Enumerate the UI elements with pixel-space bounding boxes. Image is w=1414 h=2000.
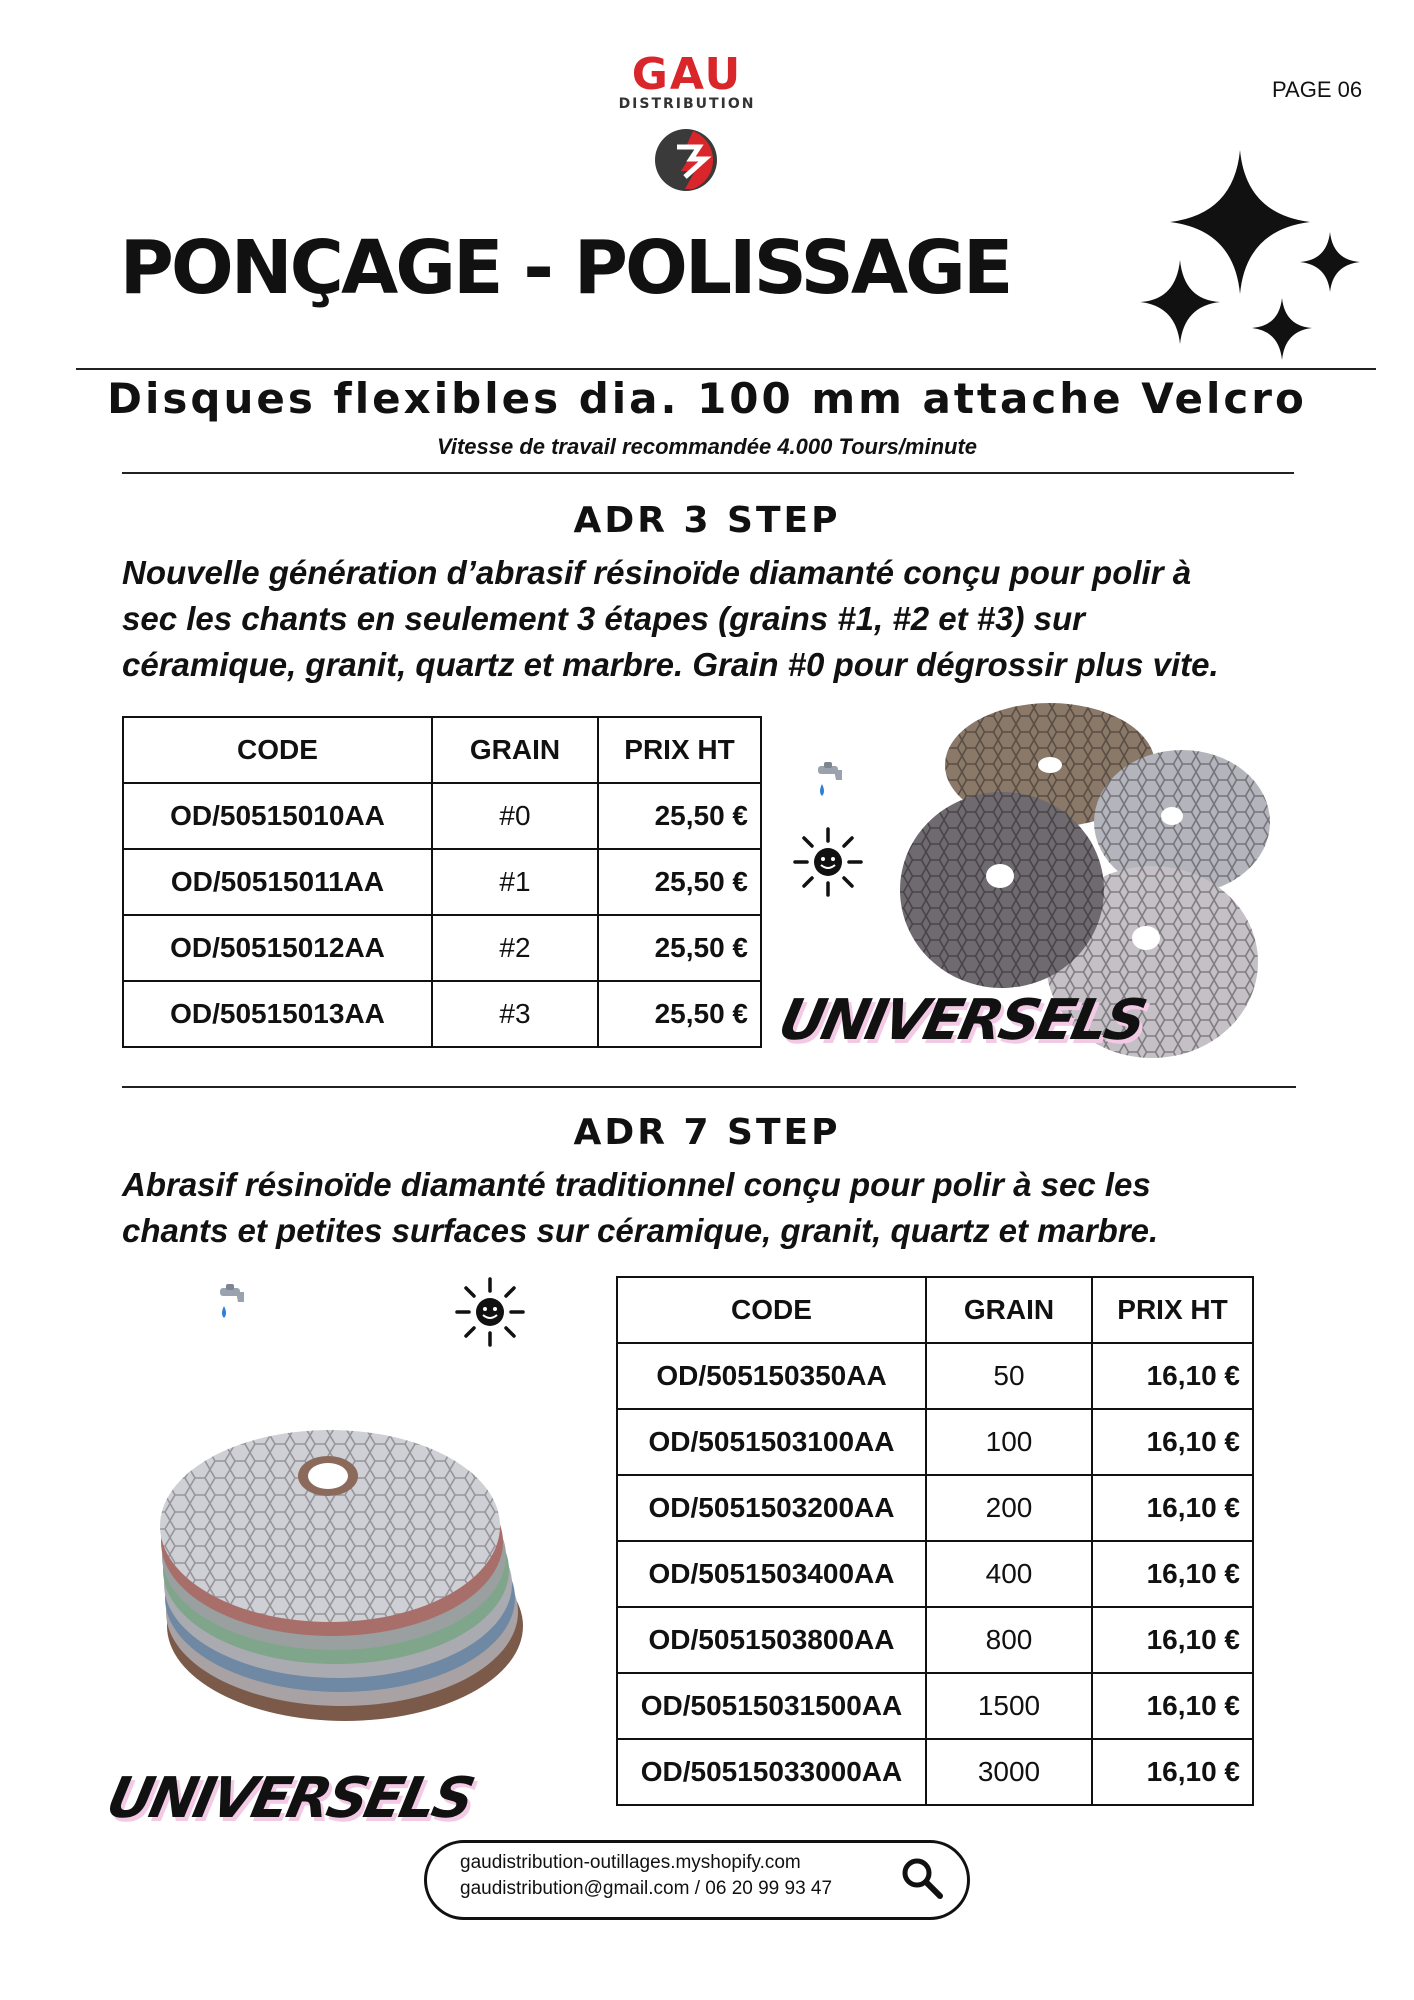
product-grain: 3000 — [926, 1739, 1092, 1805]
adr7-price-table — [616, 1276, 1254, 1806]
adr3-universels-badge: UNIVERSELS — [773, 988, 1150, 1053]
product-grain: #2 — [432, 915, 598, 981]
adr3-description-line: sec les chants en seulement 3 étapes (grains #1, #2 et #3) sur — [122, 600, 1085, 637]
table-row — [617, 1673, 1253, 1739]
product-code: OD/5051503200AA — [617, 1475, 926, 1541]
logo-mark-icon — [655, 127, 721, 193]
product-code: OD/505150350AA — [617, 1343, 926, 1409]
adr3-title: ADR 3 STEP — [573, 500, 841, 541]
logo-sub-text: DISTRIBUTION — [618, 96, 756, 112]
table-row — [617, 1739, 1253, 1805]
adr3-price-table — [122, 716, 762, 1048]
table-row — [123, 849, 761, 915]
product-price: 16,10 € — [1092, 1541, 1253, 1607]
product-price: 16,10 € — [1092, 1607, 1253, 1673]
product-grain: #1 — [432, 849, 598, 915]
column-header-grain: GRAIN — [432, 717, 598, 783]
column-header-price: PRIX HT — [1092, 1277, 1253, 1343]
adr3-description-line: Nouvelle génération d’abrasif résinoïde diamanté conçu pour polir à — [122, 554, 1192, 591]
product-grain: 800 — [926, 1607, 1092, 1673]
section-subtitle: Disques flexibles dia. 100 mm attache Velcro — [107, 374, 1307, 423]
sparkle-icon — [1140, 150, 1380, 370]
product-code: OD/50515012AA — [123, 915, 432, 981]
header-divider — [76, 368, 1376, 370]
adr7-description — [122, 1162, 1322, 1254]
product-price: 25,50 € — [598, 849, 761, 915]
column-header-code: CODE — [617, 1277, 926, 1343]
table-row — [123, 915, 761, 981]
product-code: OD/50515031500AA — [617, 1673, 926, 1739]
product-price: 25,50 € — [598, 981, 761, 1047]
column-header-grain: GRAIN — [926, 1277, 1092, 1343]
adr3-description-line: céramique, granit, quartz et marbre. Grain #0 pour dégrossir plus vite. — [122, 646, 1219, 683]
product-price: 25,50 € — [598, 783, 761, 849]
product-price: 16,10 € — [1092, 1673, 1253, 1739]
product-price: 16,10 € — [1092, 1739, 1253, 1805]
brand-logo — [612, 49, 762, 182]
page-title: PONÇAGE - POLISSAGE — [119, 225, 1011, 311]
footer-website[interactable]: gaudistribution-outillages.myshopify.com — [460, 1852, 801, 1873]
table-row — [123, 783, 761, 849]
product-grain: #0 — [432, 783, 598, 849]
product-grain: #3 — [432, 981, 598, 1047]
table-header-row — [617, 1277, 1253, 1343]
product-price: 16,10 € — [1092, 1475, 1253, 1541]
product-grain: 1500 — [926, 1673, 1092, 1739]
sun-icon — [454, 1276, 526, 1348]
adr7-description-line: chants et petites surfaces sur céramique, granit, quartz et marbre. — [122, 1212, 1159, 1249]
product-code: OD/50515033000AA — [617, 1739, 926, 1805]
table-row — [617, 1409, 1253, 1475]
table-row — [617, 1541, 1253, 1607]
adr7-universels-badge: UNIVERSELS — [101, 1766, 478, 1831]
table-row — [617, 1475, 1253, 1541]
page-number: PAGE 06 — [1272, 77, 1363, 102]
intro-divider — [122, 472, 1294, 474]
product-price: 25,50 € — [598, 915, 761, 981]
column-header-price: PRIX HT — [598, 717, 761, 783]
table-row — [617, 1343, 1253, 1409]
product-code: OD/50515011AA — [123, 849, 432, 915]
product-code: OD/5051503100AA — [617, 1409, 926, 1475]
speed-note: Vitesse de travail recommandée 4.000 Tours/minute — [436, 434, 978, 459]
table-header-row — [123, 717, 761, 783]
product-grain: 200 — [926, 1475, 1092, 1541]
table-row — [123, 981, 761, 1047]
sun-icon — [792, 826, 864, 898]
section-divider — [122, 1086, 1296, 1088]
water-tap-icon — [214, 1282, 250, 1326]
footer-contact: gaudistribution@gmail.com / 06 20 99 93 47 — [460, 1878, 833, 1899]
product-code: OD/5051503800AA — [617, 1607, 926, 1673]
water-tap-icon — [812, 760, 848, 804]
table-row — [617, 1607, 1253, 1673]
product-price: 16,10 € — [1092, 1409, 1253, 1475]
search-icon[interactable] — [900, 1856, 944, 1900]
product-price: 16,10 € — [1092, 1343, 1253, 1409]
column-header-code: CODE — [123, 717, 432, 783]
adr7-description-line: Abrasif résinoïde diamanté traditionnel conçu pour polir à sec les — [122, 1166, 1151, 1203]
adr7-product-image — [150, 1376, 530, 1736]
product-grain: 400 — [926, 1541, 1092, 1607]
product-code: OD/5051503400AA — [617, 1541, 926, 1607]
product-grain: 100 — [926, 1409, 1092, 1475]
logo-brand-text: GAU — [631, 49, 743, 100]
adr7-title: ADR 7 STEP — [573, 1112, 841, 1153]
adr3-description — [122, 550, 1322, 688]
product-code: OD/50515010AA — [123, 783, 432, 849]
product-grain: 50 — [926, 1343, 1092, 1409]
product-code: OD/50515013AA — [123, 981, 432, 1047]
